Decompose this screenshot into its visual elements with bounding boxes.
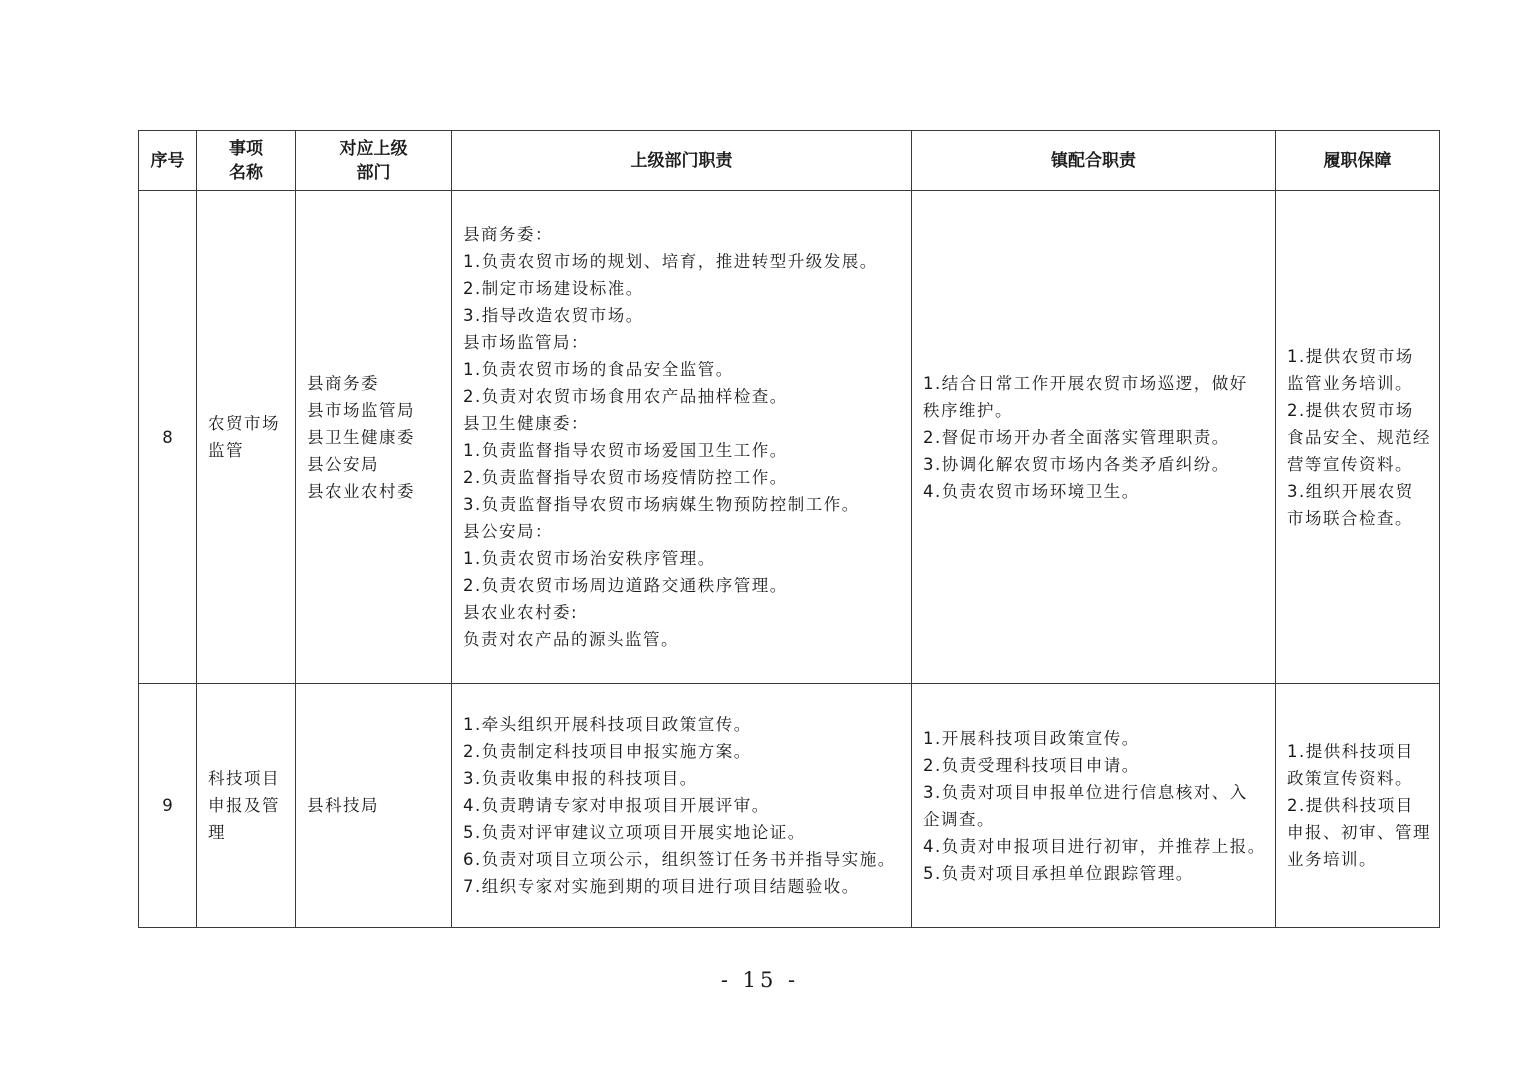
header-upper-dept	[296, 131, 452, 191]
guarantee-line: 监管业务培训。	[1287, 373, 1413, 393]
item-name-line: 科技项目	[208, 769, 280, 788]
item-name-line: 申报及管	[208, 796, 280, 815]
town-duty-line: 1.结合日常工作开展农贸市场巡逻，做好	[923, 373, 1248, 393]
item-name-line: 理	[208, 823, 226, 842]
town-duty-line: 秩序维护。	[923, 400, 1013, 420]
guarantee-line: 3.组织开展农贸	[1287, 481, 1414, 501]
upper-duty-line: 2.负责对农贸市场食用农产品抽样检查。	[463, 387, 788, 406]
upper-duty-line: 3.负责收集申报的科技项目。	[463, 769, 698, 788]
upper-duty-line: 1.负责农贸市场的规划、培育，推进转型升级发展。	[463, 252, 878, 271]
guarantee-cell	[1276, 191, 1440, 684]
upper-duty-line: 6.负责对项目立项公示，组织签订任务书并指导实施。	[463, 850, 896, 869]
header-seq-label: 序号	[150, 150, 185, 171]
header-item-line1: 事项	[229, 138, 263, 159]
town-duties-cell	[912, 191, 1276, 684]
town-duty-line: 企调查。	[923, 809, 995, 829]
seq-value: 8	[162, 427, 173, 447]
upper-duties-cell	[452, 684, 912, 928]
header-seq	[139, 131, 197, 191]
upper-duty-line: 5.负责对评审建议立项项目开展实地论证。	[463, 823, 806, 842]
header-dept-line2: 部门	[356, 162, 391, 183]
header-item-name	[197, 131, 296, 191]
header-upper-duties	[452, 131, 912, 191]
department-cell	[296, 684, 452, 928]
guarantee-line: 2.提供科技项目	[1287, 796, 1414, 815]
town-duty-line: 2.负责受理科技项目申请。	[923, 755, 1140, 775]
department-cell	[296, 191, 452, 684]
upper-duty-line: 2.负责监督指导农贸市场疫情防控工作。	[463, 468, 788, 487]
town-duties-cell	[912, 684, 1276, 928]
table-body	[139, 191, 1440, 928]
upper-duty-line: 1.牵头组织开展科技项目政策宣传。	[463, 715, 752, 734]
item-name-cell	[197, 684, 296, 928]
seq-cell	[139, 684, 197, 928]
town-duty-line: 1.开展科技项目政策宣传。	[923, 728, 1140, 748]
guarantee-cell	[1276, 684, 1440, 928]
upper-duty-line: 县商务委：	[463, 225, 553, 244]
guarantee-line: 政策宣传资料。	[1287, 769, 1413, 788]
department-line: 县农业农村委	[307, 481, 415, 501]
responsibility-table	[138, 130, 1440, 928]
department-line: 县科技局	[307, 796, 379, 815]
seq-value: 9	[162, 796, 173, 815]
guarantee-line: 营等宣传资料。	[1287, 454, 1413, 474]
upper-duty-line: 2.负责农贸市场周边道路交通秩序管理。	[463, 576, 788, 595]
department-line: 县市场监管局	[307, 400, 415, 420]
upper-duty-line: 7.组织专家对实施到期的项目进行项目结题验收。	[463, 877, 860, 896]
town-duty-line: 2.督促市场开办者全面落实管理职责。	[923, 427, 1230, 447]
upper-duty-line: 县卫生健康委：	[463, 414, 589, 433]
upper-duty-line: 4.负责聘请专家对申报项目开展评审。	[463, 796, 770, 815]
header-upper-duties-label: 上级部门职责	[630, 150, 733, 171]
upper-duty-line: 2.负责制定科技项目申报实施方案。	[463, 742, 752, 761]
upper-duty-line: 3.负责监督指导农贸市场病媒生物预防控制工作。	[463, 495, 860, 514]
guarantee-line: 2.提供农贸市场	[1287, 400, 1414, 420]
seq-cell	[139, 191, 197, 684]
upper-duty-line: 1.负责农贸市场的食品安全监管。	[463, 360, 734, 379]
header-town-duties	[912, 131, 1276, 191]
header-item-line2: 名称	[229, 162, 263, 183]
header-dept-line1: 对应上级	[339, 138, 408, 159]
upper-duty-line: 1.负责监督指导农贸市场爱国卫生工作。	[463, 441, 788, 460]
item-name-cell	[197, 191, 296, 684]
town-duty-line: 4.负责对申报项目进行初审，并推荐上报。	[923, 836, 1266, 856]
upper-duty-line: 县公安局：	[463, 522, 553, 541]
header-town-duties-label: 镇配合职责	[1051, 150, 1136, 171]
upper-duty-line: 县市场监管局：	[463, 333, 589, 352]
guarantee-line: 1.提供农贸市场	[1287, 346, 1414, 366]
upper-duty-line: 3.指导改造农贸市场。	[463, 306, 644, 325]
page-number: - 15 -	[720, 968, 800, 992]
upper-duty-line: 县农业农村委:	[463, 603, 579, 622]
department-line: 县公安局	[307, 454, 379, 474]
upper-duty-line: 1.负责农贸市场治安秩序管理。	[463, 549, 716, 568]
upper-duty-line: 负责对农产品的源头监管。	[463, 630, 679, 649]
table-row	[139, 191, 1440, 684]
department-line: 县卫生健康委	[307, 427, 415, 447]
town-duty-line: 3.负责对项目申报单位进行信息核对、入	[923, 782, 1248, 802]
upper-duty-line: 2.制定市场建设标准。	[463, 279, 644, 298]
upper-duties-cell	[452, 191, 912, 684]
item-name-line: 监管	[208, 441, 244, 460]
guarantee-line: 申报、初审、管理	[1287, 823, 1431, 842]
town-duty-line: 5.负责对项目承担单位跟踪管理。	[923, 863, 1194, 883]
item-name-line: 农贸市场	[208, 414, 280, 433]
guarantee-line: 市场联合检查。	[1287, 508, 1413, 528]
header-guarantee	[1276, 131, 1440, 191]
table-header	[139, 131, 1440, 191]
guarantee-line: 1.提供科技项目	[1287, 742, 1414, 761]
header-row	[139, 131, 1440, 191]
town-duty-line: 4.负责农贸市场环境卫生。	[923, 481, 1140, 501]
table-row	[139, 684, 1440, 928]
town-duty-line: 3.协调化解农贸市场内各类矛盾纠纷。	[923, 454, 1230, 474]
header-guarantee-label: 履职保障	[1323, 150, 1392, 171]
guarantee-line: 食品安全、规范经	[1287, 427, 1431, 447]
department-line: 县商务委	[307, 373, 379, 393]
guarantee-line: 业务培训。	[1287, 850, 1377, 869]
